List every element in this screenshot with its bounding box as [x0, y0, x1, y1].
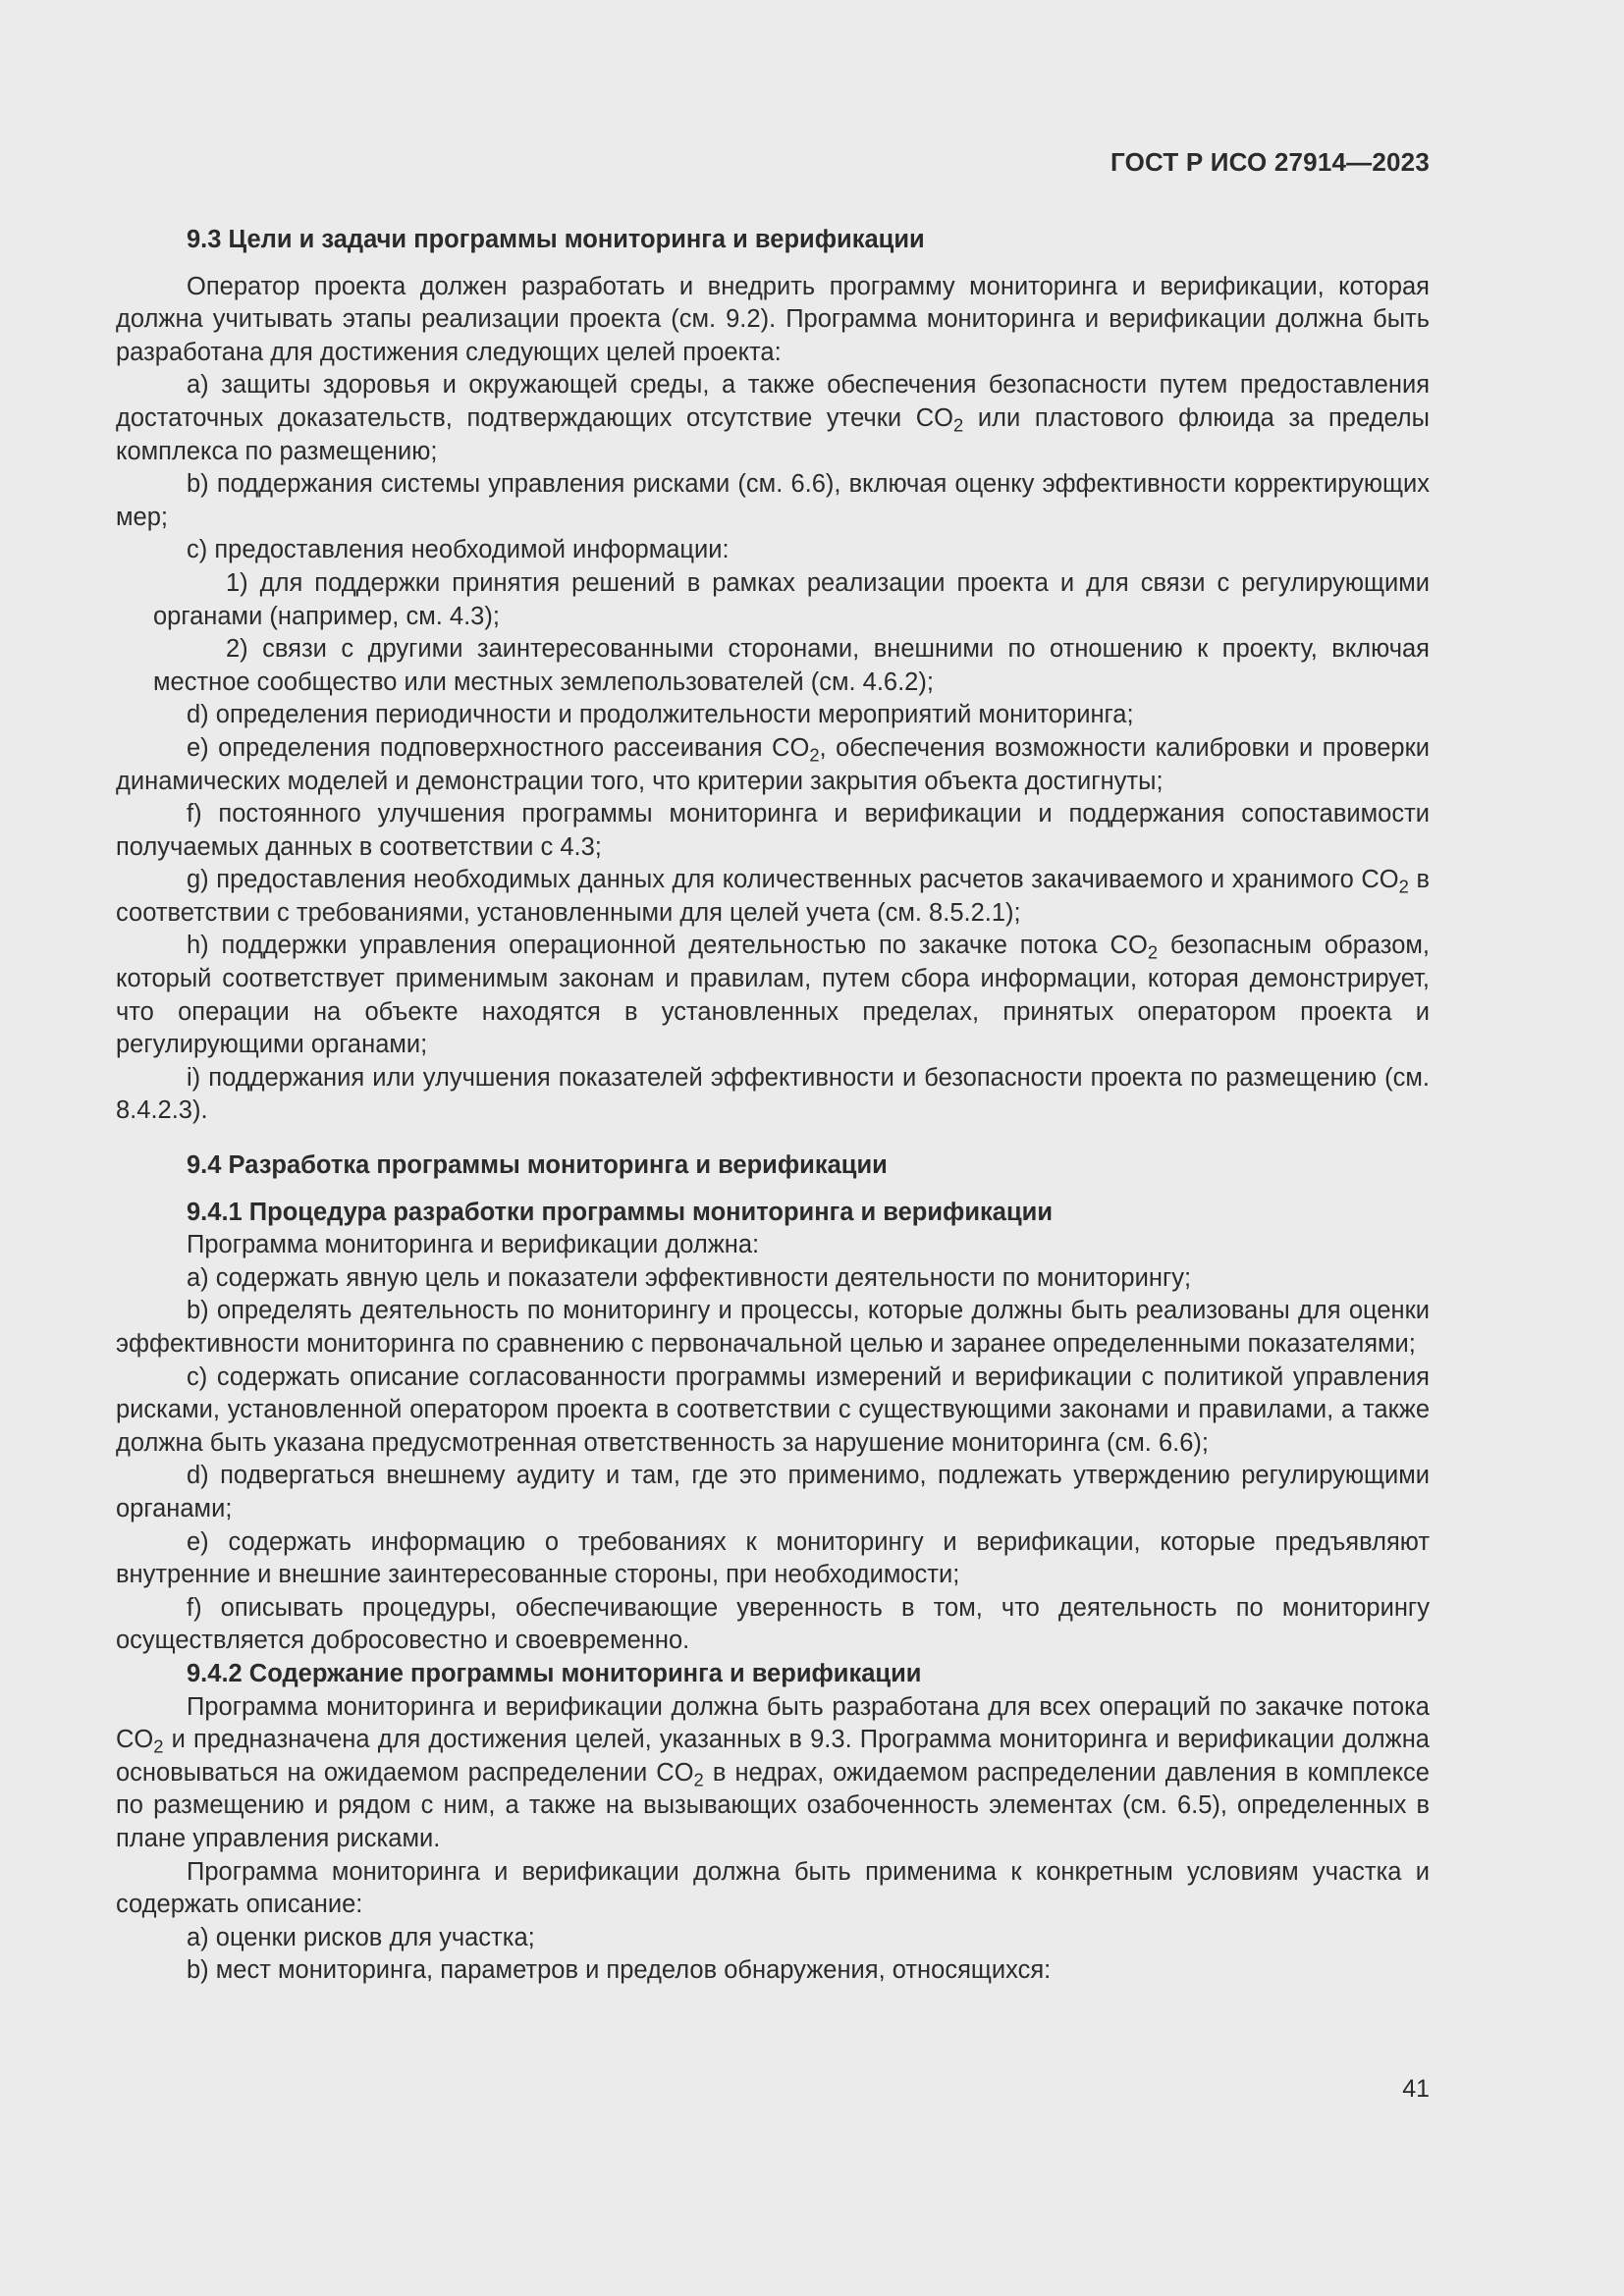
text-run: g) предоставления необходимых данных для количественных расчетов закачиваемого и хранимого CO	[187, 866, 1399, 894]
subsection-heading-9-4-2: 9.4.2 Содержание программы мониторинга и верификации	[187, 1659, 922, 1687]
paragraph-9-4-2-p2: Программа мониторинга и верификации должна быть применима к конкретным условиям участка и содержать описание:	[116, 1857, 1430, 1919]
paragraph-9-3-intro: Оператор проекта должен разработать и внедрить программу мониторинга и верификации, которая должна учитывать этапы реализации проекта (см. 9.2). Программа мониторинга и верификации должна быть разработана для достижения следующих целей проекта:	[116, 272, 1430, 366]
list-item-9-3-g	[116, 864, 1430, 930]
paragraph-9-4-2-p1	[116, 1691, 1430, 1856]
list-item-9-4-1-b: b) определять деятельность по мониторингу и процессы, которые должны быть реализованы для оценки эффективности мониторинга по сравнению с первоначальной целью и заранее определенными показателями;	[116, 1297, 1430, 1358]
section-heading-9-3: 9.3 Цели и задачи программы мониторинга и верификации	[187, 226, 925, 253]
list-item-9-4-1-c: c) содержать описание согласованности программы измерений и верификации с политикой управления рисками, установленной оператором проекта в соответствии с существующими законами и правилами, а также должна быть указана предусмотренная ответственность за нарушение мониторинга (см. 6.6);	[116, 1362, 1430, 1457]
paragraph-9-4-1-intro: Программа мониторинга и верификации должна:	[187, 1231, 760, 1259]
list-item-9-3-c-1: 1) для поддержки принятия решений в рамках реализации проекта и для связи с регулирующими органами (например, см. 4.3);	[153, 568, 1430, 630]
list-item-9-4-1-e: e) содержать информацию о требованиях к мониторингу и верификации, которые предъявляют внутренние и внешние заинтересованные стороны, при необходимости;	[116, 1527, 1430, 1589]
text-run: h) поддержки управления операционной деятельностью по закачке потока CO	[187, 932, 1148, 960]
subscript: 2	[953, 414, 964, 436]
text-run: в соответствии с требованиями, установленными для целей учета (см. 8.5.2.1);	[116, 866, 1430, 927]
text-run: в недрах, ожидаемом распределении давления в комплексе по размещению и рядом с ним, а также на вызывающих озабоченность элементах (см. 6.5), определенных в плане управления рисками.	[116, 1758, 1430, 1852]
subscript: 2	[1147, 941, 1159, 963]
list-item-9-3-f: f) постоянного улучшения программы мониторинга и верификации и поддержания сопоставимости получаемых данных в соответствии с 4.3;	[116, 800, 1430, 861]
text-run: a) защиты здоровья и окружающей среды, а также обеспечения безопасности путем предоставления достаточных доказательств, подтверждающих отсутствие утечки CO	[116, 371, 1430, 432]
text-run: или пластового флюида за пределы комплекса по размещению;	[116, 403, 1430, 465]
standard-header: ГОСТ Р ИСО 27914—2023	[1110, 147, 1430, 177]
subsection-heading-9-4-1: 9.4.1 Процедура разработки программы мониторинга и верификации	[187, 1198, 1054, 1226]
text-run: , обеспечения возможности калибровки и проверки динамических моделей и демонстрации того, что критерии закрытия объекта достигнуты;	[116, 733, 1430, 795]
text-run: e) определения подповерхностного рассеивания CO	[187, 733, 810, 762]
list-item-9-3-c: c) предоставления необходимой информации:	[187, 536, 730, 564]
list-item-9-3-b: b) поддержания системы управления рисками (см. 6.6), включая оценку эффективности корректирующих мер;	[116, 470, 1430, 531]
list-item-9-4-1-d: d) подвергаться внешнему аудиту и там, где это применимо, подлежать утверждению регулирующими органами;	[116, 1462, 1430, 1522]
text-run: и предназначена для достижения целей, указанных в 9.3. Программа мониторинга и верификации должна основываться на ожидаемом распределении CO	[116, 1726, 1430, 1787]
list-item-9-3-c-2: 2) связи с другими заинтересованными сторонами, внешними по отношению к проекту, включая местное сообщество или местных землепользователей (см. 4.6.2);	[153, 635, 1430, 696]
list-item-9-3-h	[116, 930, 1430, 1061]
subscript: 2	[693, 1769, 704, 1790]
list-item-9-4-2-b: b) мест мониторинга, параметров и пределов обнаружения, относящихся:	[187, 1956, 1052, 1985]
subscript: 2	[1398, 876, 1409, 897]
list-item-9-4-1-a: a) содержать явную цель и показатели эффективности деятельности по мониторингу;	[187, 1263, 1192, 1292]
list-item-9-4-2-a: a) оценки рисков для участка;	[187, 1923, 535, 1951]
subscript: 2	[153, 1735, 164, 1757]
document-body	[116, 224, 1430, 1988]
text-run: Программа мониторинга и верификации должна быть разработана для всех операций по закачке потока CO	[116, 1692, 1430, 1754]
list-item-9-3-a	[116, 369, 1430, 468]
section-heading-9-4: 9.4 Разработка программы мониторинга и верификации	[187, 1151, 888, 1180]
subscript: 2	[809, 744, 820, 766]
page-number: 41	[1402, 2075, 1430, 2103]
text-run: безопасным образом, который соответствует применимым законам и правилам, путем сбора информации, которая демонстрирует, что операции на объекте находятся в установленных пределах, принятых оператором проекта и регулирующими органами;	[116, 932, 1430, 1059]
list-item-9-4-1-f: f) описывать процедуры, обеспечивающие уверенность в том, что деятельность по мониторингу осуществляется добросовестно и своевременно.	[116, 1593, 1430, 1655]
list-item-9-3-i: i) поддержания или улучшения показателей эффективности и безопасности проекта по размещению (см. 8.4.2.3).	[116, 1063, 1430, 1125]
list-item-9-3-e	[116, 732, 1430, 798]
list-item-9-3-d: d) определения периодичности и продолжительности мероприятий мониторинга;	[187, 701, 1134, 729]
